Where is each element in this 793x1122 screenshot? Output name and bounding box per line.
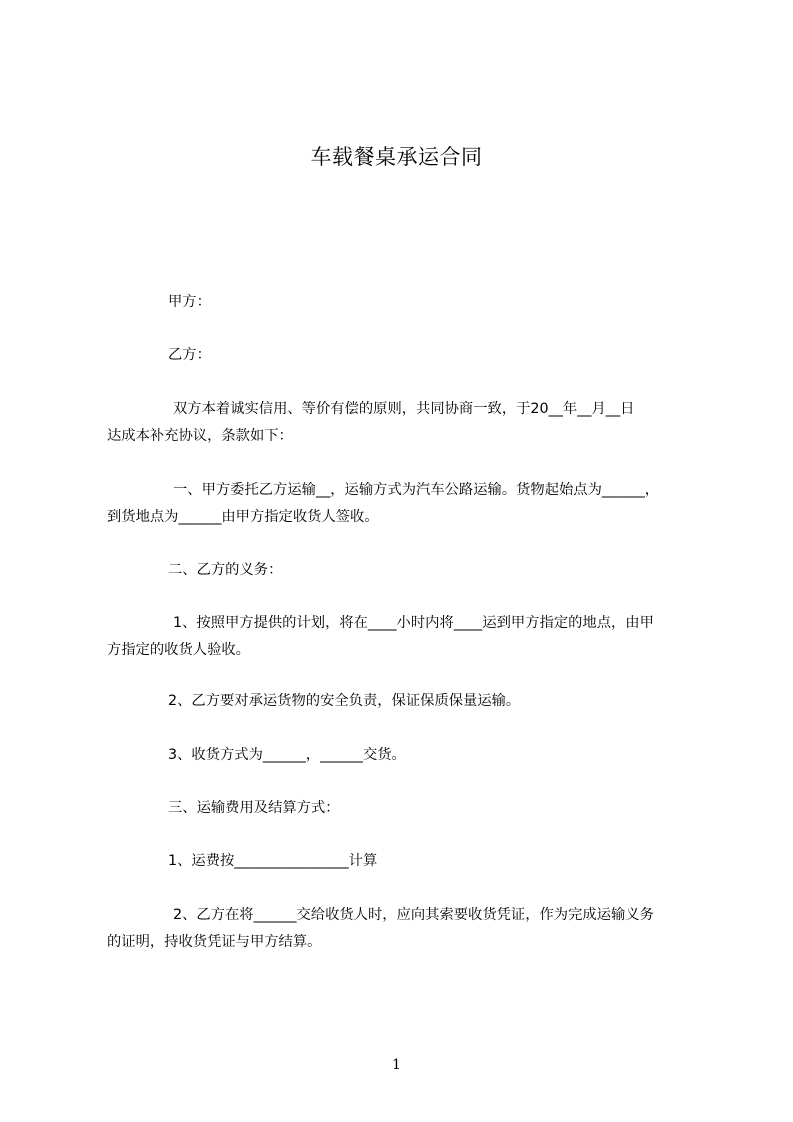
section-2-item-3: 3、收货方式为______，______交货。 bbox=[168, 747, 406, 763]
page-number: 1 bbox=[392, 1057, 401, 1073]
intro-line-1: 双方本着诚实信用、等价有偿的原则，共同协商一致，于20__年__月__日 bbox=[173, 401, 635, 417]
section-3-item-2-line-1: 2、乙方在将______交给收货人时，应向其索要收货凭证，作为完成运输义务 bbox=[173, 907, 654, 923]
section-2-item-1-line-1: 1、按照甲方提供的计划，将在____小时内将____运到甲方指定的地点，由甲 bbox=[173, 615, 654, 631]
section-2-item-1-line-2: 方指定的收货人验收。 bbox=[107, 642, 250, 658]
section-3-item-1: 1、运费按________________计算 bbox=[168, 853, 378, 869]
section-3-heading: 三、运输费用及结算方式： bbox=[168, 800, 340, 816]
section-3-item-2-line-2: 的证明，持收货凭证与甲方结算。 bbox=[107, 934, 322, 950]
party-b-label: 乙方： bbox=[168, 347, 211, 363]
clause-1-line-1: 一、甲方委托乙方运输__，运输方式为汽车公路运输。货物起始点为______， bbox=[173, 482, 660, 498]
clause-1-line-2: 到货地点为______由甲方指定收货人签收。 bbox=[107, 509, 379, 525]
section-2-heading: 二、乙方的义务： bbox=[168, 562, 283, 578]
document-title: 车载餐桌承运合同 bbox=[310, 145, 483, 169]
intro-line-2: 达成本补充协议，条款如下： bbox=[107, 428, 293, 444]
party-a-label: 甲方： bbox=[168, 294, 211, 310]
section-2-item-2: 2、乙方要对承运货物的安全负责，保证保质保量运输。 bbox=[168, 693, 521, 709]
